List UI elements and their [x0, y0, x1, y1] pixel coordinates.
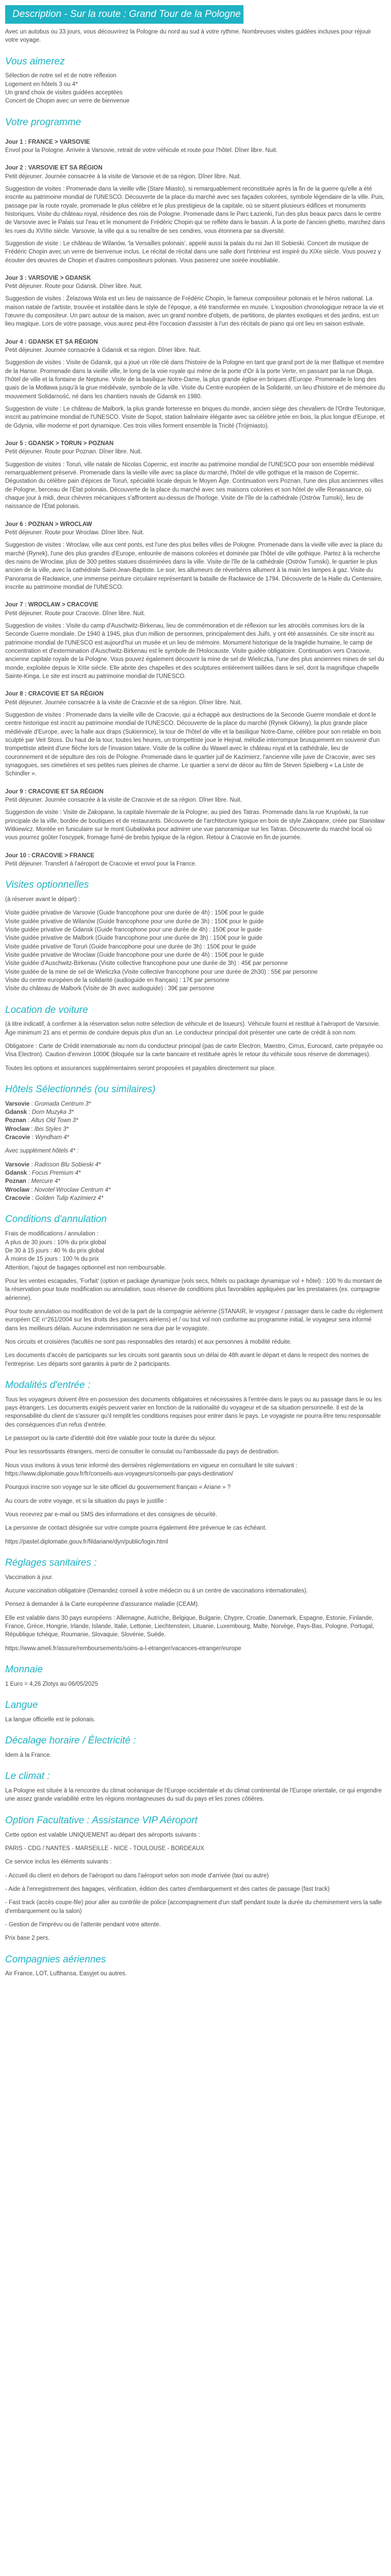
list-item: Visite guidée privative de Varsovie (Guide francophone pour une durée de 4h) : 150€ pour le guide: [5, 910, 264, 917]
paragraph: Prix base 2 pers.: [5, 1935, 50, 1942]
hotel-name: Ibis Styles 3*: [34, 1126, 69, 1132]
programme-days: [5, 138, 386, 869]
section-title-compagnies: Compagnies aériennes: [5, 1954, 106, 1965]
day-block: [5, 711, 386, 778]
langue-text: La langue officielle est le polonais.: [5, 1716, 95, 1723]
hotels-supp-list: [5, 1161, 386, 1203]
visites-intro: (à réserver avant le départ) :: [5, 896, 80, 903]
paragraph: https://pastel.diplomatie.gouv.fr/fildariane/dyn/public/login.html: [5, 1538, 168, 1545]
day-text: Petit déjeuner. Route pour Cracovie. Dîner libre. Nuit.: [5, 610, 145, 617]
day-block: [5, 622, 386, 681]
section-title-monnaie: Monnaie: [5, 1664, 43, 1675]
paragraph: La personne de contact désignée sur votre compte pourra également être prévenue le cas échéant.: [5, 1525, 267, 1532]
day-block: [5, 690, 386, 707]
paragraph: Elle est valable dans 30 pays européens : Allemagne, Autriche, Belgique, Bulgarie, Chypre, Croatie, Danemark, Espagne, Estonie, Finlande, France, Grèce, Hongrie, Irlande, Islande, Italie, Lettonie, Liechtenstein, Lituanie, Luxembourg, Malte, Norvège, Pays-Bas, Pologne, Portugal, République tchèque, Roumanie, Slovaquie, Slovénie, Suède.: [5, 1615, 374, 1638]
list-item: A plus de 30 jours : 10% du prix global: [5, 1239, 106, 1246]
modalites-paragraphs: [5, 1396, 386, 1546]
list-item: Visite guidée privative de Toruń (Guide francophone pour une durée de 3h) : 150€ pour le guide: [5, 943, 256, 950]
day-block: [5, 852, 386, 869]
hotel-separator: :: [29, 1161, 35, 1168]
hotel-city: Gdansk: [5, 1170, 27, 1177]
day-block: [5, 138, 386, 155]
list-item: Visite guidée de la mine de sel de Wieliczka (Visite collective francophone pour une durée de 2h30) : 55€ par personne: [5, 969, 318, 975]
section-title-langue: Langue: [5, 1700, 38, 1711]
list-item: Concert de Chopin avec un verre de bienvenue: [5, 98, 130, 105]
hotel-separator: :: [29, 1100, 35, 1107]
paragraph: Nous vous invitons à vous tenir informé des dernières réglementations en vigueur en consultant le site suivant : https://www.diplomatie.gouv.fr/fr/conseils-aux-voyageurs/conseils-par-pays-destination/: [5, 1462, 298, 1477]
hotel-separator: :: [30, 1195, 36, 1202]
hotel-name: Altus Old Town 3*: [31, 1117, 78, 1124]
day-block: [5, 164, 386, 181]
hotel-name: Dom Muzyka 3*: [31, 1109, 74, 1116]
day-text: Petit déjeuner. Transfert à l'aéroport de Cracovie et envol pour la France.: [5, 860, 197, 867]
paragraph: Le passeport ou la carte d'identité doit être valable pour toute la durée du séjour.: [5, 1435, 217, 1442]
day-text: Suggestion de visite : Visite de Zakopane, la capitale hivernale de la Pologne, au pied des Tatras. Promenade dans la rue Krupówki, la rue principale de la ville, bordée de boutiques et de restaurants. Découverte de l'architecture typique en bois de style Zakopane, créée par Stanisław Witkiewicz. Montée en funiculaire sur le mont Gubałówka pour admirer une vue panoramique sur les Tatras. Découverte du marché local où vous pourrez goûter l'oscypek, fromage fumé de brebis typique de la région. Retour à Cracovie en fin de journée.: [5, 809, 385, 841]
day-text: Suggestion de visites : Promenade dans la vieille ville de Cracovie, qui a échappé aux destructions de la Seconde Guerre mondiale et dont le centre historique est inscrit au patrimoine mondial de l'UNESCO. Découverte de la place du marché (Rynek Główny), la plus grande place médiévale d'Europe, avec la halle aux draps (Sukiennice), la tour de l'hôtel de ville et la basilique Notre-Dame, célèbre pour son retable en bois sculpté par Veit Stoss. Du haut de la tour, toutes les heures, un trompettiste joue le Hejnał, mélodie interrompue brusquement en souvenir d'un trompettiste atteint d'une flèche lors de l'invasion tatare. Visite de la colline du Wawel avec le château royal et la cathédrale, lieu de couronnement et de sépulture des rois de Pologne. Promenade dans le quartier juif de Kazimierz, l'ancienne ville juive de Cracovie, avec ses synagogues, ses cimetières et ses petites rues pleines de charme. Le quartier a servi de décor au film de Steven Spielberg « La Liste de Schindler ».: [5, 711, 381, 777]
day-text: Petit déjeuner. Route pour Wroclaw. Dîner libre. Nuit.: [5, 530, 144, 536]
day-heading: Jour 5 : GDANSK > TORUN > POZNAN: [5, 440, 114, 447]
section-title-climat: Le climat :: [5, 1771, 50, 1782]
paragraph: https://www.ameli.fr/assure/remboursements/soins-a-l-etranger/vacances-etranger/europe: [5, 1645, 241, 1652]
day-block: [5, 295, 386, 328]
page: [0, 5, 391, 1978]
paragraph: - Accueil du client en dehors de l'aéroport ou dans l'aéroport selon son mode d'arrivée (taxi ou autre): [5, 1872, 269, 1879]
day-block: [5, 338, 386, 355]
location-paragraph: Toutes les options et assurances supplémentaires seront proposées et payables directement sur place.: [5, 1065, 276, 1072]
list-item: Attention, l'ajout de bagages optionnel est non remboursable.: [5, 1264, 167, 1271]
paragraph: - Aide à l'enregistrement des bagages, vérification, édition des cartes d'embarquement et des cartes de passage (fast track): [5, 1886, 330, 1892]
day-text: Suggestion de visites : Promenade dans la vieille ville (Stare Miasto), si remarquablement reconstituée après la fin de la guerre qu'elle a été inscrite au patrimoine mondial de l'UNESCO. Découverte de la place du marché avec ses façades colorées, symbole légendaire de la ville. Puis, passage par la route royale, promenade le plus célèbre et le plus prestigieux de la capitale, où se situent plusieurs édifices et monuments historiques. Visite du château royal, résidence des rois de Pologne. Promenade dans le Parc Łazienki, l'un des plus beaux parcs dans le centre de Varsovie avec le Palais sur l'eau et le monument de Frédéric Chopin qui se reflète dans le bassin. À la porte de l'ancien ghetto, marchez dans les rues du XVIIIe siècle. Varsovie, la ville qui a su renaître de ses cendres, vous étonnera par sa diversité.: [5, 185, 385, 234]
hotel-city: Cracovie: [5, 1195, 30, 1202]
hotel-name: Focus Premium 4*: [31, 1170, 81, 1177]
visites-list: [5, 909, 386, 993]
list-item: De 30 à 15 jours : 40 % du prix global: [5, 1247, 104, 1254]
list-item: Visite guidée privative de Wilanów (Guide francophone pour une durée de 3h) : 150€ pour le guide: [5, 918, 264, 925]
day-block: [5, 185, 386, 235]
hotel-item: [5, 1169, 386, 1177]
day-text: Suggestion de visite : Le château de Malbork, la plus grande forteresse en briques du monde, ancien siège des chevaliers de l'Ordre Teutonique, inscrit au patrimoine mondial de l'UNESCO. Visite de Sopot, station balnéaire élégante avec sa célèbre jetée en bois, la plus longue d'Europe, et de Gdynia, ville moderne et port dynamique. Ces trois villes forment ensemble la Tricité (Trójmiasto).: [5, 406, 386, 429]
hotel-separator: :: [30, 1134, 36, 1141]
paragraph: Vaccination à jour.: [5, 1574, 54, 1581]
paragraph: Au cours de votre voyage, et si la situation du pays le justifie :: [5, 1498, 167, 1504]
hotel-city: Wroclaw: [5, 1187, 30, 1193]
option-paragraphs: [5, 1831, 386, 1943]
list-item: Frais de modifications / annulation :: [5, 1231, 99, 1238]
day-block: [5, 808, 386, 842]
hotel-city: Varsovie: [5, 1161, 30, 1168]
day-block: [5, 541, 386, 591]
hotels-list: [5, 1100, 386, 1142]
section-title-programme: Votre programme: [5, 116, 82, 128]
hotel-item: [5, 1186, 386, 1194]
hotel-name: Mercure 4*: [31, 1178, 60, 1185]
day-heading: Jour 8 : CRACOVIE ET SA RÉGION: [5, 691, 104, 698]
day-heading: Jour 2 : VARSOVIE ET SA RÉGION: [5, 165, 103, 172]
day-block: [5, 461, 386, 511]
hotel-separator: :: [27, 1170, 32, 1177]
section-title-location: Location de voiture: [5, 1004, 88, 1015]
day-text: Petit déjeuner. Journée consacrée à la visite de Varsovie et de sa région. Dîner libre. Nuit.: [5, 173, 241, 180]
section-title-option: Option Facultative : Assistance VIP Aéroport: [5, 1815, 198, 1826]
intro-text: Avec un autobus ou 33 jours, vous découvrirez la Pologne du nord au sud à votre rythme. Nombreuses visites guidées incluses pour réjouir votre voyage.: [5, 29, 371, 44]
day-heading: Jour 9 : CRACOVIE ET SA RÉGION: [5, 788, 104, 795]
paragraph: Pour les ressortissants étrangers, merci de consulter le consulat ou l'ambassade du pays de destination.: [5, 1449, 280, 1455]
hotel-name: Wyndham 4*: [35, 1134, 70, 1141]
paragraph: Ce service inclus les éléments suivants :: [5, 1859, 112, 1866]
list-item: À moins de 15 jours : 100 % du prix: [5, 1256, 99, 1263]
hotel-item: [5, 1161, 386, 1169]
day-heading: Jour 4 : GDANSK ET SA RÉGION: [5, 338, 98, 345]
hotel-item: [5, 1116, 386, 1125]
hotel-separator: :: [26, 1117, 31, 1124]
hotel-item: [5, 1125, 386, 1133]
list-item: Sélection de notre sel et de notre réflexion: [5, 73, 117, 79]
day-text: Petit déjeuner. Journée consacrée à la visite de Cracovie et de sa région. Dîner libre. Nuit.: [5, 699, 242, 706]
hotel-item: [5, 1133, 386, 1142]
paragraph: Les documents d'accès de participants sur les circuits sont garantis sous un délai de 48h avant le départ et dans le respect des normes de l'entreprise. Les départs sont garantis à partir de 2 participants.: [5, 1352, 369, 1367]
list-item: Visite du château de Malbork (Visite de 3h avec audioguide) : 39€ par personne: [5, 986, 215, 992]
list-item: Un grand choix de visites guidées acceptées: [5, 90, 123, 96]
list-item: Visite guidée privative de Malbork (Guide francophone pour une durée de 3h) : 150€ pour le guide: [5, 935, 263, 942]
day-block: [5, 788, 386, 805]
compagnies-text: Air France, LOT, Lufthansa, Easyjet ou autres.: [5, 1971, 127, 1977]
list-item: Visite guidée d'Auschwitz-Birkenau (Visite collective francophone pour une durée de 3h) : 45€ par personne: [5, 960, 288, 967]
hotel-separator: :: [29, 1126, 35, 1132]
day-heading: Jour 6 : POZNAN > WROCLAW: [5, 521, 92, 528]
day-text: Envol pour la Pologne. Arrivée à Varsovie, retrait de votre véhicule et route pour l'hôtel. Dîner libre. Nuit.: [5, 147, 278, 154]
hotel-separator: :: [27, 1109, 32, 1116]
hotel-item: [5, 1177, 386, 1185]
day-heading: Jour 7 : WROCLAW > CRACOVIE: [5, 602, 99, 608]
section-title-decalage: Décalage horaire / Électricité :: [5, 1735, 136, 1747]
paragraph: Pourquoi inscrire son voyage sur le site officiel du gouvernement français « Ariane » ?: [5, 1484, 231, 1491]
day-heading: Jour 1 : FRANCE > VARSOVIE: [5, 139, 90, 145]
list-item: Logement en hôtels 3 ou 4*: [5, 81, 78, 88]
conditions-paragraphs: [5, 1277, 386, 1368]
paragraph: Cette option est valable UNIQUEMENT au départ des aéroports suivants :: [5, 1832, 200, 1838]
paragraph: Tous les voyageurs doivent être en possession des documents obligatoires et nécessaires à l'entrée dans le pays ou au passage dans le ou les pays étrangers. Les documents exigés peuvent varier en fonction de la nationalité du voyageur et de sa situation personnelle. Il est de la responsabilité du client de s'assurer qu'il remplit les conditions requises pour entrer dans le pays. Le voyagiste ne pourra être tenu responsable des conséquences d'un refus d'entrée.: [5, 1396, 382, 1428]
section-title-reglages: Réglages sanitaires :: [5, 1557, 97, 1568]
hotel-name: Radisson Blu Sobieski 4*: [34, 1161, 101, 1168]
section-title-hotels: Hôtels Sélectionnés (ou similaires): [5, 1084, 156, 1095]
list-item: Visite guidée privative de Gdansk (Guide francophone pour une durée de 4h) : 150€ pour le guide: [5, 926, 262, 933]
section-title-conditions: Conditions d'annulation: [5, 1214, 107, 1225]
day-heading: Jour 3 : VARSOVIE > GDANSK: [5, 275, 91, 281]
hotel-city: Wroclaw: [5, 1126, 30, 1132]
hotel-name: Gromada Centrum 3*: [34, 1100, 91, 1107]
location-paragraph: Obligatoire : Carte de Crédit internationale au nom du conducteur principal (pas de carte Electron, Maestro, Cirrus, Eurocard, carte prépayée ou Visa Electron). Caution d'environ 1000€ (bloquée sur la carte bancaire et restituée après le retour du véhicule sous réserve de dommages).: [5, 1043, 383, 1058]
hotel-city: Cracovie: [5, 1134, 30, 1141]
page-title: Description - Sur la route : Grand Tour de la Pologne - 10J/9N: [12, 9, 281, 20]
day-block: [5, 359, 386, 401]
day-text: Petit déjeuner. Journée consacrée à Gdansk et sa région. Dîner libre. Nuit.: [5, 347, 201, 354]
hotel-name: Novotel Wroclaw Centrum 4*: [34, 1187, 111, 1193]
day-text: Suggestion de visites : Wroclaw, ville aux cent ponts, est l'une des plus belles villes de Pologne. Promenade dans la vieille ville avec la place du marché (Rynek), l'une des plus grandes d'Europe, entourée de maisons colorées et dominée par l'hôtel de ville gothique. Partez à la recherche des nains de Wroclaw, plus de 300 petites statues disséminées dans la ville. Visite de l'île de la cathédrale (Ostrów Tumski), le quartier le plus ancien de la ville, avec la cathédrale Saint-Jean-Baptiste. Le soir, les allumeurs de réverbères allument à la main les lampes à gaz. Visite du Panorama de Racławice, une immense peinture circulaire représentant la bataille de Racławice de 1794. Découverte de la Halle du Centenaire, inscrite au patrimoine mondial de l'UNESCO.: [5, 542, 383, 590]
section-title-modalites: Modalités d'entrée :: [5, 1379, 91, 1391]
monnaie-text: 1 Euro = 4,26 Zlotys au 06/05/2025: [5, 1681, 98, 1687]
vous-aimerez-list: [5, 72, 386, 105]
section-title-vous-aimerez: Vous aimerez: [5, 56, 65, 67]
hotel-separator: :: [29, 1187, 35, 1193]
page-title-banner: [5, 5, 281, 24]
paragraph: Pour les ventes escapades, 'Forfait' (option et package dynamique (vols secs, hôtels ou package dynamique vol + hôtel) : 100 % du montant de la réservation pour toute modification ou annulation, sous réserve de conditions plus favorables appliquées par les prestataires (ex. compagnie aérienne).: [5, 1278, 382, 1301]
day-block: [5, 274, 386, 291]
paragraph: PARIS - CDG / NANTES - MARSEILLE - NICE - TOULOUSE - BORDEAUX: [5, 1845, 204, 1852]
day-block: [5, 405, 386, 430]
day-block: [5, 240, 386, 265]
hotel-city: Gdansk: [5, 1109, 27, 1116]
hotel-item: [5, 1108, 386, 1116]
hotel-item: [5, 1194, 386, 1202]
paragraph: Aucune vaccination obligatoire (Demandez conseil à votre médecin ou à un centre de vaccinations internationales).: [5, 1588, 308, 1595]
day-text: Petit déjeuner. Route pour Gdansk. Dîner libre. Nuit.: [5, 283, 142, 290]
day-text: Suggestion de visites : Visite de Gdansk, qui a joué un rôle clé dans l'histoire de la Pologne en tant que grand port de la mer Baltique et membre de la Hanse. Promenade dans la vieille ville, le long de la voie royale qui mène de la porte d'Or à la porte Verte, en passant par la rue Długa, l'hôtel de ville et la fontaine de Neptune. Visite de la basilique Notre-Dame, la plus grande église en briques d'Europe. Promenade le long des quais de la Motława jusqu'à la grue médiévale, symbole de la ville. Visite du Centre européen de la Solidarité, un lieu d'histoire et de mémoire du mouvement Solidarność, né dans les chantiers navals de Gdansk en 1980.: [5, 360, 385, 400]
day-block: [5, 601, 386, 618]
hotel-item: [5, 1100, 386, 1108]
day-text: Suggestion de visites : Toruń, ville natale de Nicolas Copernic, est inscrite au patrimoine mondial de l'UNESCO pour son ensemble médiéval remarquablement préservé. Promenade dans la vieille ville avec sa place du marché, l'hôtel de ville gothique et la maison de Copernic. Dégustation du célèbre pain d'épices de Toruń, spécialité locale depuis le Moyen Âge. Continuation vers Poznan, l'une des plus anciennes villes de Pologne, berceau de l'État polonais. Découverte de la place du marché avec ses maisons colorées et son hôtel de ville Renaissance, où chaque jour à midi, deux chèvres mécaniques s'affrontent au-dessus de l'horloge. Visite de l'île de la cathédrale (Ostrów Tumski), lieu de naissance de l'État polonais.: [5, 461, 383, 510]
hotel-city: Poznan: [5, 1117, 26, 1124]
paragraph: Vous recevrez par e-mail ou SMS des informations et des consignes de sécurité.: [5, 1511, 218, 1518]
conditions-lines: [5, 1230, 386, 1272]
day-block: [5, 439, 386, 456]
paragraph: - Fast track (accès coupe-file) pour aller au contrôle de police (accompagnement d'un staff pendant toute la durée du cheminement vers la salle d'embarquement ou la salon): [5, 1900, 382, 1914]
paragraph: Pensez à demander à la Carte européenne d'assurance maladie (CEAM).: [5, 1601, 200, 1608]
location-paragraph: (à titre indicatif, à confirmer à la réservation selon notre sélection de véhicule et de loueurs). Véhicule fourni et restitué à l'aéroport de Varsovie. Âge minimum 21 ans et permis de conduire depuis plus d'un an. Le conducteur principal doit présenter une carte de crédit à son nom.: [5, 1021, 380, 1036]
hotel-separator: :: [26, 1178, 31, 1185]
day-block: [5, 520, 386, 537]
day-text: Suggestion de visites : Żelazowa Wola est un lieu de naissance de Frédéric Chopin, le fameux compositeur polonais et le héros national. La maison natale de l'artiste, trouvée et installée dans le style de l'époque, a été transformée en musée. L'exposition chronologique retrace la vie et l'œuvre du compositeur. Un parc autour de la maison, avec un grand nombre d'objets, de partitions, de plantes exotiques et des jardins, est un lieu magique. Lors de votre passage, vous aurez peut-être l'occasion d'assister à l'un des récitals de piano qui ont lieu en saison estivale.: [5, 296, 384, 328]
day-text: Petit déjeuner. Journée consacrée à la visite de Cracovie et de sa région. Dîner libre. Nuit.: [5, 796, 242, 803]
paragraph: Nos circuits et croisières (facultés ne sont pas responsables des retards) et aux personnes à mobilité réduite.: [5, 1338, 292, 1345]
list-item: Visite du centre européen de la solidarité (audioguide en français) : 17€ par personne: [5, 977, 230, 984]
paragraph: - Gestion de l'imprévu ou de l'attente pendant votre attente.: [5, 1921, 161, 1928]
hotel-city: Varsovie: [5, 1100, 30, 1107]
section-title-visites: Visites optionnelles: [5, 879, 89, 891]
list-item: Visite guidée privative de Wroclaw (Guide francophone pour une durée de 4h) : 150€ pour le guide: [5, 952, 264, 958]
day-text: Suggestion de visite : Le château de Wilanów, 'la Versailles polonais', appelé aussi la palais du roi Jan III Sobieski. Concert de musique de Frédéric Chopin avec un verre de bienvenue inclus. Le récital de récital dans une salle dont l'intérieur est inspiré du XIXe siècle. Vous pouvez y écouter des œuvres de Chopin et d'autres compositeurs polonais. Vous passerez une soirée inoubliable.: [5, 240, 381, 264]
hotel-city: Poznan: [5, 1178, 26, 1185]
hotel-name: Golden Tulip Kazimierz 4*: [35, 1195, 104, 1202]
day-heading: Jour 10 : CRACOVIE > FRANCE: [5, 852, 94, 859]
day-text: Suggestion de visites : Visite du camp d'Auschwitz-Birkenau, lieu de commémoration et de réflexion sur les atrocités commises lors de la Seconde Guerre mondiale. De 1940 à 1945, plus d'un million de personnes, principalement des Juifs, y ont été assassinés. Ce site inscrit au patrimoine mondial de l'UNESCO est aujourd'hui un musée et un lieu de mémoire. Monument historique de la tragédie humaine, le camp de concentration et d'extermination d'Auschwitz-Birkenau est le symbole de l'Holocauste. Visite guidée obligatoire. Continuation vers Cracovie, ancienne capitale royale de la Pologne. Vous pouvez également découvrir la mine de sel de Wieliczka, l'une des plus anciennes mines de sel du monde, exploitée depuis le XIIIe siècle. Elle abrite des chapelles et des sculptures entièrement taillées dans le sel, dont la magnifique chapelle Sainte-Kinga. Le site est inscrit au patrimoine mondial de l'UNESCO.: [5, 622, 384, 680]
climat-text: La Pologne est située à la rencontre du climat océanique de l'Europe occidentale et du climat continental de l'Europe orientale, ce qui engendre une assez grande variabilité entre les régions montagneuses du sud du pays et les zones côtières.: [5, 1788, 382, 1803]
decalage-text: Idem à la France.: [5, 1752, 52, 1759]
paragraph: Pour toute annulation ou modification de vol de la part de la compagnie aérienne (STANAIR, le voyageur / passager dans le cadre du règlement européen CE n°261/2004 sur les droits des passagers aériens) et / ou tout vol non conforme au programme initial, le voyageur sera informé dans les meilleurs délais. Aucune indemnisation ne sera due par le voyagiste.: [5, 1308, 383, 1332]
day-text: Petit déjeuner. Route pour Poznan. Dîner libre. Nuit.: [5, 449, 142, 455]
reglages-paragraphs: [5, 1573, 386, 1653]
hotels-supp-title: Avec supplément hôtels 4* :: [5, 1148, 79, 1155]
